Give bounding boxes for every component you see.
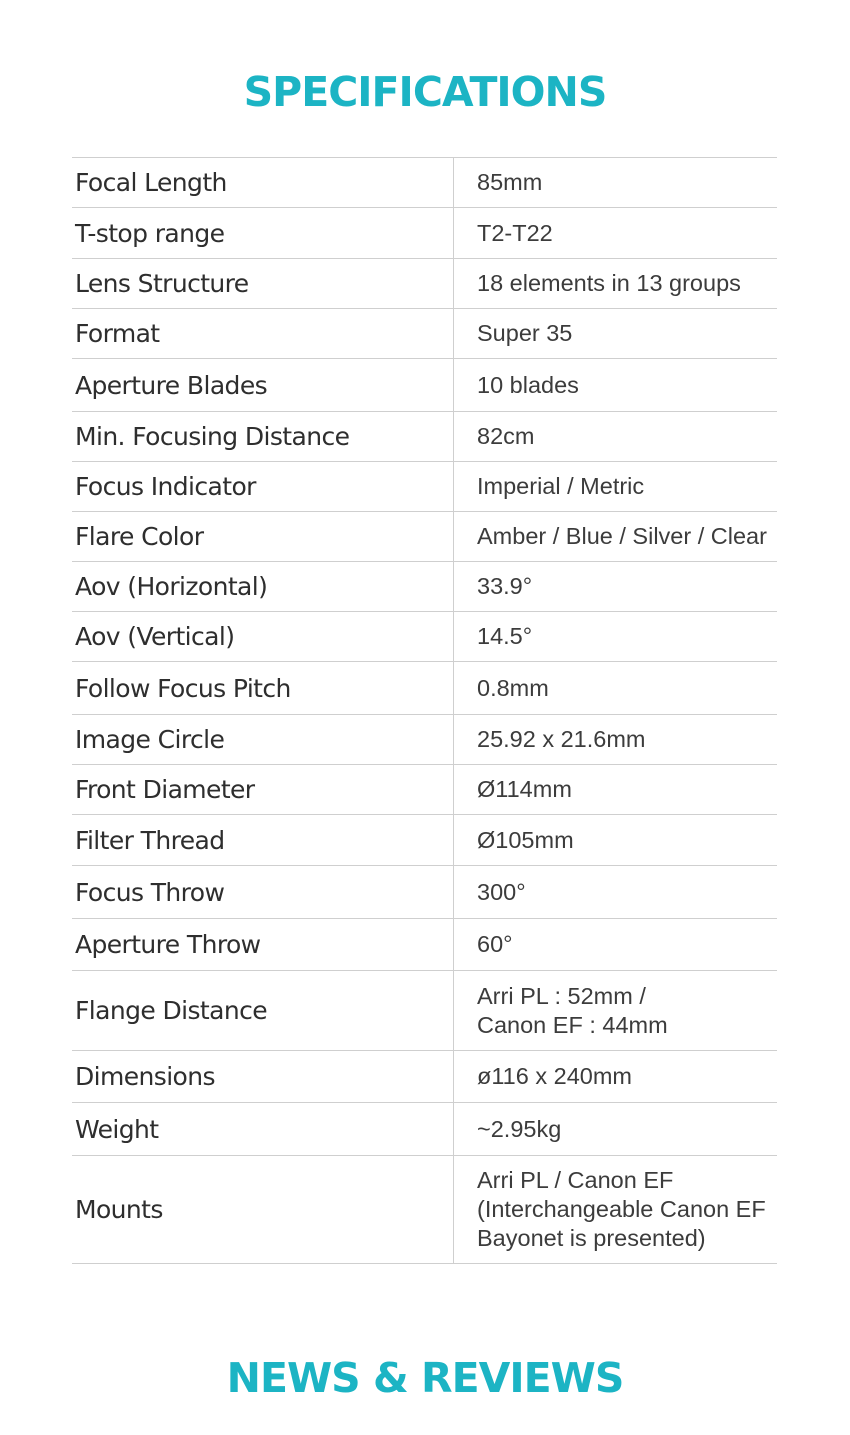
spec-row-min-focusing-distance <box>72 412 777 462</box>
spec-row-aperture-blades <box>72 359 777 412</box>
spec-value: Arri PL : 52mm / Canon EF : 44mm <box>477 982 668 1038</box>
spec-value: 25.92 x 21.6mm <box>477 726 646 752</box>
spec-value: ~2.95kg <box>477 1115 562 1142</box>
spec-row-flange-distance <box>72 971 777 1051</box>
spec-label: Focus Indicator <box>72 462 454 511</box>
spec-label: Aov (Horizontal) <box>72 562 454 611</box>
spec-row-flare-color <box>72 512 777 562</box>
spec-label: Focus Throw <box>72 866 454 918</box>
spec-row-front-diameter <box>72 765 777 815</box>
spec-value: T2-T22 <box>477 219 553 246</box>
spec-row-aperture-throw <box>72 919 777 971</box>
spec-label: Weight <box>72 1103 454 1155</box>
spec-value: Arri PL / Canon EF (Interchangeable Canon EF Bayonet is presented) <box>477 1167 766 1251</box>
spec-row-image-circle <box>72 715 777 765</box>
spec-value: Ø114mm <box>477 776 572 802</box>
spec-value: 82cm <box>477 423 535 449</box>
spec-label: Flange Distance <box>72 971 454 1050</box>
spec-table <box>72 157 777 1264</box>
spec-value: 300° <box>477 878 526 905</box>
spec-value: 60° <box>477 931 513 957</box>
spec-label: Mounts <box>72 1156 454 1263</box>
spec-row-mounts <box>72 1156 777 1264</box>
spec-label: Follow Focus Pitch <box>72 662 454 714</box>
spec-value: 14.5° <box>477 623 533 649</box>
spec-value: 33.9° <box>477 573 533 599</box>
spec-label: Image Circle <box>72 715 454 764</box>
spec-label: Min. Focusing Distance <box>72 412 454 461</box>
spec-label: Aperture Throw <box>72 919 454 970</box>
spec-value: Super 35 <box>477 320 573 346</box>
spec-row-focus-indicator <box>72 462 777 512</box>
spec-row-t-stop-range <box>72 208 777 259</box>
spec-value: 0.8mm <box>477 674 549 701</box>
spec-label: Format <box>72 309 454 358</box>
spec-row-follow-focus-pitch <box>72 662 777 715</box>
spec-label: Aov (Vertical) <box>72 612 454 661</box>
spec-row-focal-length <box>72 158 777 208</box>
spec-row-format <box>72 309 777 359</box>
spec-label: Filter Thread <box>72 815 454 865</box>
specifications-title: SPECIFICATIONS <box>243 68 607 116</box>
spec-value: 10 blades <box>477 371 579 398</box>
spec-row-filter-thread <box>72 815 777 866</box>
spec-label: Flare Color <box>72 512 454 561</box>
spec-value: 18 elements in 13 groups <box>477 270 741 296</box>
spec-value: Ø105mm <box>477 826 574 853</box>
spec-value: ø116 x 240mm <box>477 1063 632 1089</box>
spec-label: T-stop range <box>72 208 454 258</box>
spec-label: Aperture Blades <box>72 359 454 411</box>
spec-value: 85mm <box>477 169 543 195</box>
spec-row-lens-structure <box>72 259 777 309</box>
spec-label: Front Diameter <box>72 765 454 814</box>
spec-label: Lens Structure <box>72 259 454 308</box>
spec-row-dimensions <box>72 1051 777 1103</box>
spec-row-aov-vertical <box>72 612 777 662</box>
spec-value: Amber / Blue / Silver / Clear <box>477 523 767 549</box>
spec-value: Imperial / Metric <box>477 473 645 499</box>
spec-row-weight <box>72 1103 777 1156</box>
spec-row-aov-horizontal <box>72 562 777 612</box>
spec-row-focus-throw <box>72 866 777 919</box>
spec-label: Focal Length <box>72 158 454 207</box>
news-reviews-title: NEWS & REVIEWS <box>226 1354 624 1402</box>
spec-label: Dimensions <box>72 1051 454 1102</box>
